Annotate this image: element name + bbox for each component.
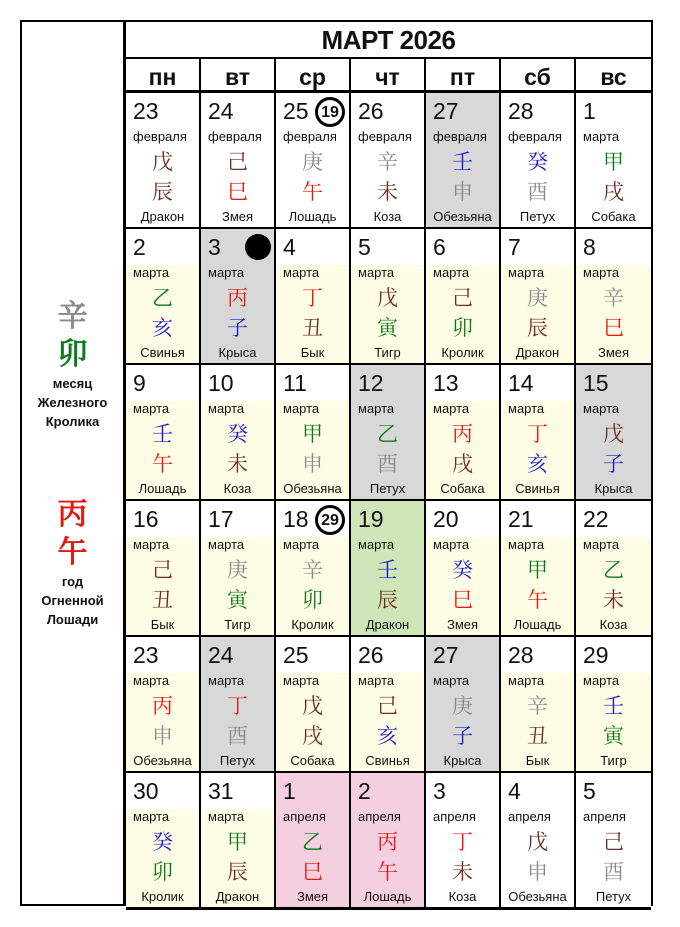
month-stem: 辛	[57, 299, 88, 334]
animal-name: Дракон	[215, 889, 260, 904]
day-cell[interactable]	[501, 501, 576, 637]
month-name: марта	[508, 265, 545, 280]
heavenly-stem: 己	[227, 150, 248, 174]
day-cell[interactable]	[351, 501, 426, 637]
heavenly-stem: 丁	[227, 694, 248, 718]
year-caption-2: Огненной	[41, 593, 104, 608]
heavenly-stem: 戊	[377, 286, 398, 310]
month-name: апреля	[583, 809, 626, 824]
heavenly-stem: 己	[377, 694, 398, 718]
animal-name: Кролик	[441, 345, 484, 360]
month-name: марта	[283, 673, 320, 688]
month-title: МАРТ 2026	[126, 22, 651, 59]
heavenly-stem: 辛	[377, 150, 398, 174]
earthly-branch: 亥	[527, 452, 548, 476]
year-caption-1: год	[61, 574, 84, 589]
heavenly-stem: 丙	[227, 286, 248, 310]
day-cell[interactable]	[576, 93, 651, 229]
weekday-1: вт	[201, 59, 276, 92]
earthly-branch: 卯	[452, 316, 473, 340]
month-name: марта	[358, 401, 395, 416]
day-number: 14	[508, 370, 534, 396]
day-number: 26	[358, 98, 384, 124]
earthly-branch: 巳	[603, 316, 624, 340]
month-name: марта	[583, 673, 620, 688]
animal-name: Змея	[597, 345, 630, 360]
earthly-branch: 辰	[152, 180, 173, 204]
heavenly-stem: 乙	[152, 286, 173, 310]
weekday-4: пт	[426, 59, 501, 92]
earthly-branch: 申	[152, 724, 173, 748]
animal-name: Петух	[519, 209, 556, 224]
month-name: марта	[583, 129, 620, 144]
animal-name: Обезьяна	[433, 209, 492, 224]
day-number: 27	[433, 642, 459, 668]
earthly-branch: 未	[227, 452, 248, 476]
month-name: апреля	[433, 809, 476, 824]
month-name: марта	[583, 265, 620, 280]
animal-name: Бык	[300, 345, 325, 360]
day-number: 30	[133, 778, 159, 804]
day-cell[interactable]	[426, 93, 501, 229]
animal-name: Лошадь	[288, 209, 337, 224]
animal-name: Змея	[296, 889, 329, 904]
year-branch: 午	[57, 535, 88, 570]
day-cell[interactable]	[201, 773, 276, 909]
month-name: марта	[133, 265, 170, 280]
month-name: февраля	[133, 129, 187, 144]
day-number: 10	[208, 370, 234, 396]
month-name: марта	[433, 673, 470, 688]
animal-name: Змея	[446, 617, 479, 632]
day-number: 4	[508, 778, 521, 804]
day-number: 28	[508, 642, 534, 668]
day-number: 25	[283, 642, 309, 668]
month-name: марта	[358, 673, 395, 688]
heavenly-stem: 庚	[452, 694, 473, 718]
month-name: марта	[208, 809, 245, 824]
day-cell[interactable]	[576, 229, 651, 365]
day-cell[interactable]	[426, 637, 501, 773]
earthly-branch: 戌	[603, 180, 624, 204]
month-name: марта	[133, 673, 170, 688]
earthly-branch: 午	[152, 452, 173, 476]
month-name: марта	[208, 673, 245, 688]
earthly-branch: 辰	[377, 588, 398, 612]
animal-name: Собака	[591, 209, 636, 224]
heavenly-stem: 戊	[603, 422, 624, 446]
earthly-branch: 亥	[152, 316, 173, 340]
day-cell[interactable]	[351, 637, 426, 773]
heavenly-stem: 癸	[452, 558, 473, 582]
month-name: марта	[583, 537, 620, 552]
month-name: февраля	[208, 129, 262, 144]
heavenly-stem: 壬	[603, 694, 624, 718]
day-cell[interactable]	[426, 365, 501, 501]
month-name: марта	[283, 265, 320, 280]
day-number: 17	[208, 506, 234, 532]
day-cell[interactable]	[426, 501, 501, 637]
day-cell[interactable]	[576, 637, 651, 773]
heavenly-stem: 庚	[527, 286, 548, 310]
heavenly-stem: 甲	[603, 150, 624, 174]
day-number: 1	[283, 778, 296, 804]
month-name: марта	[508, 673, 545, 688]
day-number: 24	[208, 642, 234, 668]
heavenly-stem: 辛	[603, 286, 624, 310]
earthly-branch: 戌	[452, 452, 473, 476]
heavenly-stem: 丁	[302, 286, 323, 310]
day-cell[interactable]	[126, 773, 201, 909]
animal-name: Бык	[525, 753, 550, 768]
animal-name: Коза	[448, 889, 477, 904]
earthly-branch: 丑	[302, 316, 323, 340]
sidebar	[22, 22, 126, 904]
earthly-branch: 辰	[527, 316, 548, 340]
day-cell[interactable]	[351, 773, 426, 909]
month-name: февраля	[358, 129, 412, 144]
lunar-day-label: 19	[321, 104, 339, 121]
animal-name: Петух	[369, 481, 406, 496]
day-cell[interactable]	[576, 773, 651, 909]
day-cell[interactable]	[501, 365, 576, 501]
day-cell[interactable]	[201, 501, 276, 637]
day-cell[interactable]	[351, 93, 426, 229]
lunar-day-badge	[315, 97, 345, 127]
day-number: 13	[433, 370, 459, 396]
heavenly-stem: 丙	[377, 830, 398, 854]
day-cell[interactable]	[126, 365, 201, 501]
day-number: 18	[283, 506, 309, 532]
month-name: апреля	[508, 809, 551, 824]
animal-name: Коза	[599, 617, 628, 632]
weekday-2: ср	[276, 59, 351, 92]
month-name: марта	[433, 401, 470, 416]
day-number: 28	[508, 98, 534, 124]
animal-name: Коза	[223, 481, 252, 496]
day-number: 31	[208, 778, 234, 804]
month-name: марта	[208, 537, 245, 552]
month-name: марта	[358, 537, 395, 552]
day-number: 5	[583, 778, 596, 804]
earthly-branch: 酉	[527, 180, 548, 204]
day-number: 6	[433, 234, 446, 260]
earthly-branch: 丑	[527, 724, 548, 748]
year-caption-3: Лошади	[46, 612, 99, 627]
month-pillar	[22, 298, 123, 431]
weekday-3: чт	[351, 59, 426, 92]
day-number: 7	[508, 234, 521, 260]
earthly-branch: 酉	[227, 724, 248, 748]
month-caption-1: месяц	[52, 376, 93, 391]
day-number: 5	[358, 234, 371, 260]
month-name: апреля	[358, 809, 401, 824]
heavenly-stem: 甲	[527, 558, 548, 582]
animal-name: Тигр	[374, 345, 401, 360]
animal-name: Лошадь	[138, 481, 187, 496]
month-name: марта	[433, 537, 470, 552]
animal-name: Петух	[595, 889, 632, 904]
heavenly-stem: 壬	[452, 150, 473, 174]
earthly-branch: 卯	[152, 860, 173, 884]
earthly-branch: 酉	[603, 860, 624, 884]
day-number: 2	[358, 778, 371, 804]
animal-name: Тигр	[600, 753, 627, 768]
month-name: марта	[433, 265, 470, 280]
earthly-branch: 午	[302, 180, 323, 204]
animal-name: Крыса	[594, 481, 633, 496]
day-cell[interactable]	[201, 93, 276, 229]
animal-name: Тигр	[224, 617, 251, 632]
day-number: 23	[133, 98, 159, 124]
heavenly-stem: 乙	[603, 558, 624, 582]
month-name: апреля	[283, 809, 326, 824]
earthly-branch: 申	[302, 452, 323, 476]
earthly-branch: 寅	[603, 724, 624, 748]
day-number: 3	[208, 234, 221, 260]
heavenly-stem: 癸	[152, 830, 173, 854]
day-cell[interactable]	[201, 637, 276, 773]
lunar-day-badge	[315, 505, 345, 535]
day-cell[interactable]	[426, 229, 501, 365]
day-number: 11	[283, 370, 307, 396]
earthly-branch: 子	[603, 452, 624, 476]
month-name: февраля	[508, 129, 562, 144]
day-number: 3	[433, 778, 446, 804]
animal-name: Свинья	[515, 481, 560, 496]
month-caption-2: Железного	[37, 395, 108, 410]
day-cell[interactable]	[351, 229, 426, 365]
heavenly-stem: 壬	[152, 422, 173, 446]
animal-name: Крыса	[218, 345, 257, 360]
day-cell[interactable]	[201, 365, 276, 501]
day-cell[interactable]	[576, 365, 651, 501]
animal-name: Обезьяна	[508, 889, 567, 904]
day-number: 29	[583, 642, 609, 668]
day-cell[interactable]	[501, 93, 576, 229]
animal-name: Собака	[440, 481, 485, 496]
heavenly-stem: 乙	[302, 830, 323, 854]
day-number: 25	[283, 98, 309, 124]
animal-name: Петух	[219, 753, 256, 768]
month-name: марта	[583, 401, 620, 416]
day-cell[interactable]	[126, 637, 201, 773]
heavenly-stem: 己	[603, 830, 624, 854]
earthly-branch: 申	[527, 860, 548, 884]
day-cell[interactable]	[126, 93, 201, 229]
year-pillar	[22, 496, 123, 629]
earthly-branch: 巳	[302, 860, 323, 884]
day-cell[interactable]	[126, 229, 201, 365]
day-number: 12	[358, 370, 384, 396]
heavenly-stem: 甲	[302, 422, 323, 446]
earthly-branch: 未	[603, 588, 624, 612]
earthly-branch: 丑	[152, 588, 173, 612]
day-number: 24	[208, 98, 234, 124]
earthly-branch: 未	[452, 860, 473, 884]
month-name: февраля	[283, 129, 337, 144]
calendar-frame	[20, 20, 653, 906]
heavenly-stem: 庚	[302, 150, 323, 174]
earthly-branch: 酉	[377, 452, 398, 476]
day-cell[interactable]	[276, 773, 351, 909]
day-cell[interactable]	[426, 773, 501, 909]
animal-name: Дракон	[140, 209, 185, 224]
animal-name: Дракон	[515, 345, 560, 360]
earthly-branch: 辰	[227, 860, 248, 884]
animal-name: Крыса	[443, 753, 482, 768]
animal-name: Лошадь	[363, 889, 412, 904]
heavenly-stem: 癸	[527, 150, 548, 174]
month-name: марта	[133, 401, 170, 416]
animal-name: Лошадь	[513, 617, 562, 632]
heavenly-stem: 辛	[302, 558, 323, 582]
day-cell[interactable]	[351, 365, 426, 501]
earthly-branch: 子	[452, 724, 473, 748]
day-number: 19	[358, 506, 384, 532]
animal-name: Змея	[221, 209, 254, 224]
heavenly-stem: 丁	[527, 422, 548, 446]
day-number: 1	[583, 98, 596, 124]
month-name: марта	[358, 265, 395, 280]
heavenly-stem: 戊	[527, 830, 548, 854]
animal-name: Кролик	[291, 617, 334, 632]
month-name: марта	[283, 537, 320, 552]
earthly-branch: 戌	[302, 724, 323, 748]
day-cell[interactable]	[501, 773, 576, 909]
month-name: марта	[133, 809, 170, 824]
day-cell[interactable]	[501, 637, 576, 773]
heavenly-stem: 壬	[377, 558, 398, 582]
day-number: 21	[508, 506, 534, 532]
day-number: 23	[133, 642, 159, 668]
day-number: 26	[358, 642, 384, 668]
day-cell[interactable]	[276, 365, 351, 501]
month-branch: 卯	[57, 337, 88, 372]
heavenly-stem: 辛	[527, 694, 548, 718]
day-cell[interactable]	[576, 501, 651, 637]
animal-name: Обезьяна	[133, 753, 192, 768]
day-number: 4	[283, 234, 296, 260]
earthly-branch: 午	[527, 588, 548, 612]
heavenly-stem: 己	[152, 558, 173, 582]
animal-name: Кролик	[141, 889, 184, 904]
month-caption-3: Кролика	[45, 414, 100, 429]
earthly-branch: 寅	[227, 588, 248, 612]
day-number: 8	[583, 234, 596, 260]
heavenly-stem: 癸	[227, 422, 248, 446]
day-number: 22	[583, 506, 609, 532]
week-separator	[126, 907, 651, 910]
earthly-branch: 巳	[227, 180, 248, 204]
month-name: марта	[133, 537, 170, 552]
weekday-5: сб	[501, 59, 576, 92]
heavenly-stem: 丙	[452, 422, 473, 446]
heavenly-stem: 乙	[377, 422, 398, 446]
animal-name: Дракон	[365, 617, 410, 632]
earthly-branch: 申	[452, 180, 473, 204]
heavenly-stem: 庚	[227, 558, 248, 582]
animal-name: Обезьяна	[283, 481, 342, 496]
weekday-6: вс	[600, 64, 627, 90]
earthly-branch: 子	[227, 316, 248, 340]
day-cell[interactable]	[276, 637, 351, 773]
day-cell[interactable]	[501, 229, 576, 365]
day-cell[interactable]	[276, 229, 351, 365]
animal-name: Свинья	[140, 345, 185, 360]
day-number: 20	[433, 506, 459, 532]
heavenly-stem: 戊	[152, 150, 173, 174]
heavenly-stem: 己	[452, 286, 473, 310]
month-name: марта	[508, 537, 545, 552]
animal-name: Свинья	[365, 753, 410, 768]
day-number: 15	[583, 370, 609, 396]
lunar-day-label: 29	[321, 512, 339, 529]
animal-name: Бык	[150, 617, 175, 632]
month-name: марта	[208, 265, 245, 280]
earthly-branch: 巳	[452, 588, 473, 612]
heavenly-stem: 丁	[452, 830, 473, 854]
day-cell[interactable]	[126, 501, 201, 637]
earthly-branch: 卯	[302, 588, 323, 612]
day-number: 16	[133, 506, 159, 532]
day-number: 2	[133, 234, 146, 260]
month-name: марта	[283, 401, 320, 416]
month-name: марта	[508, 401, 545, 416]
month-name: марта	[208, 401, 245, 416]
heavenly-stem: 甲	[227, 830, 248, 854]
new-moon-icon	[245, 234, 271, 260]
animal-name: Коза	[373, 209, 402, 224]
year-stem: 丙	[57, 497, 88, 532]
heavenly-stem: 戊	[302, 694, 323, 718]
day-number: 27	[433, 98, 459, 124]
calendar-grid	[126, 22, 651, 904]
weekday-0: пн	[126, 59, 201, 92]
earthly-branch: 亥	[377, 724, 398, 748]
earthly-branch: 寅	[377, 316, 398, 340]
month-name: февраля	[433, 129, 487, 144]
earthly-branch: 未	[377, 180, 398, 204]
heavenly-stem: 丙	[152, 694, 173, 718]
earthly-branch: 午	[377, 860, 398, 884]
animal-name: Собака	[290, 753, 335, 768]
day-number: 9	[133, 370, 146, 396]
